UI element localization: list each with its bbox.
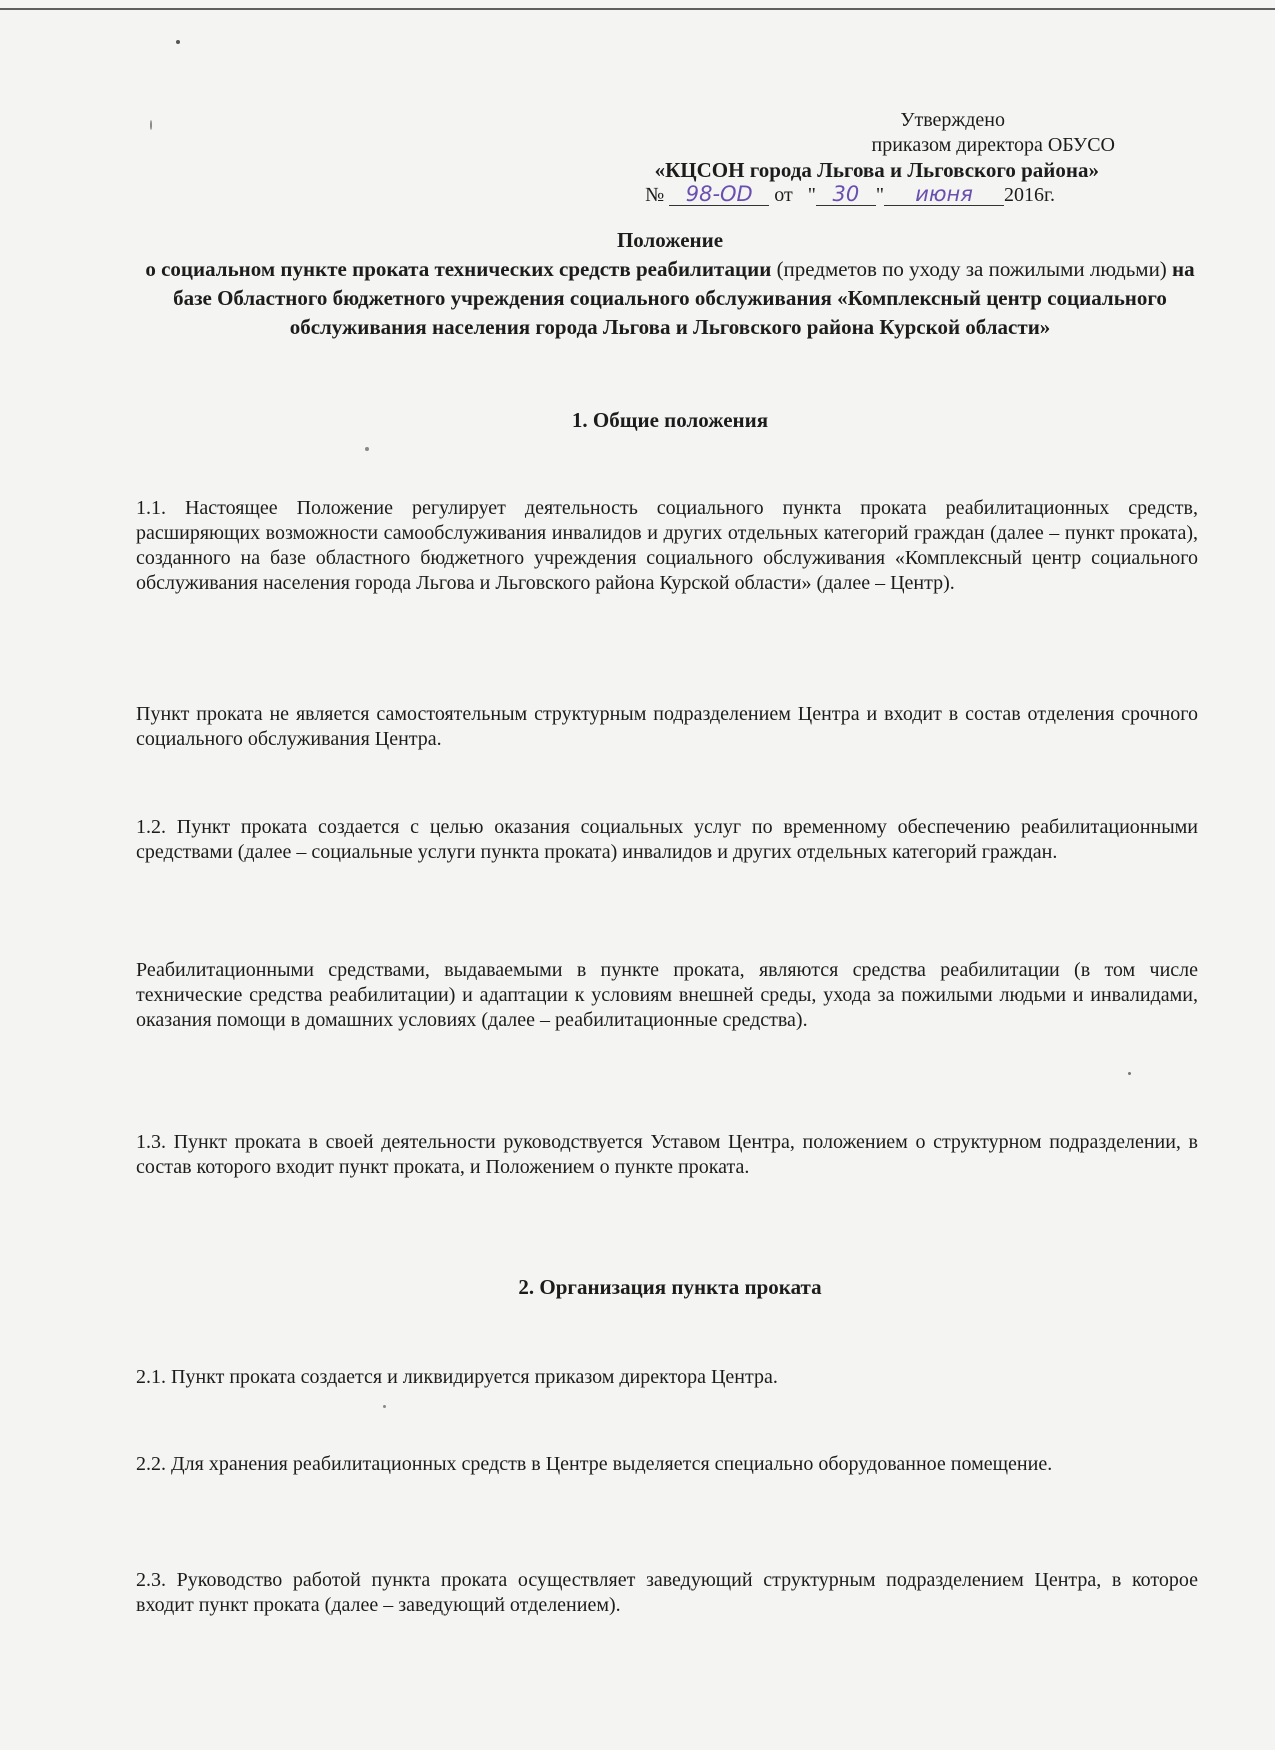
document-subtitle <box>140 255 1200 342</box>
order-number-prefix: № <box>645 184 665 206</box>
scan-speck <box>150 120 152 130</box>
subtitle-normal-part: (предметов по уходу за пожилыми людьми) <box>771 257 1173 281</box>
order-date-from-label: от <box>774 184 793 206</box>
scan-speck <box>1128 1072 1131 1075</box>
approval-block <box>645 108 1115 208</box>
order-day-handwritten: 30 <box>816 183 876 206</box>
section-1-heading: 1. Общие положения <box>571 408 769 432</box>
paragraph-1-2: 1.2. Пункт проката создается с целью оказания социальных услуг по временному обеспечению реабилитационными средствами (далее – социальные услуги пункта проката) инвалидов и других отдельных категорий граждан. <box>136 816 1198 863</box>
paragraph-2-3: 2.3. Руководство работой пункта проката осуществляет заведующий структурным подразделением Центра, в которое входит пункт проката (далее – заведующий отделением). <box>136 1569 1198 1616</box>
section-2-heading: 2. Организация пункта проката <box>518 1275 822 1299</box>
document-title: Положение <box>616 228 724 252</box>
scan-edge-line <box>0 8 1275 10</box>
paragraph-1-1-b: Пункт проката не является самостоятельным структурным подразделением Центра и входит в состав отделения срочного социального обслуживания Центра. <box>136 703 1198 750</box>
approval-organization: «КЦСОН города Льгова и Льговского района» <box>654 158 1099 182</box>
document-title-block <box>140 226 1200 342</box>
subtitle-bold-part: о социальном пункте проката технических средств реабилитации <box>145 257 772 281</box>
scan-speck <box>365 447 369 451</box>
order-number-handwritten: 98-OD <box>669 183 769 206</box>
order-month-handwritten: июня <box>884 183 1004 206</box>
scan-speck <box>383 1405 386 1408</box>
paragraph-1-3: 1.3. Пункт проката в своей деятельности руководствуется Уставом Центра, положением о структурном подразделении, в состав которого входит пункт проката, и Положением о пункте проката. <box>136 1131 1198 1178</box>
approval-order-by: приказом директора ОБУСО <box>871 134 1115 156</box>
paragraph-1-2-b: Реабилитационными средствами, выдаваемыми в пункте проката, являются средства реабилитации (в том числе технические средства реабилитации) и адаптации к условиям внешней среды, ухода за пожилыми людьми и инвалидами, оказания помощи в домашних условиях (далее – реабилитационные средства). <box>136 959 1198 1031</box>
scan-speck <box>176 40 180 44</box>
approval-order-number-line: № 98-OD от " 30 " июня 2016г. <box>645 182 1055 206</box>
paragraph-1-1: 1.1. Настоящее Положение регулирует деятельность социального пункта проката реабилитационных средств, расширяющих возможности самообслуживания инвалидов и других отдельных категорий граждан (далее – пункт проката), созданного на базе областного бюджетного учреждения социального обслуживания «Комплексный центр социального обслуживания населения города Льгова и Льговского района Курской области» (далее – Центр). <box>136 497 1198 594</box>
paragraph-2-1: 2.1. Пункт проката создается и ликвидируется приказом директора Центра. <box>136 1366 778 1388</box>
paragraph-2-2: 2.2. Для хранения реабилитационных средств в Центре выделяется специально оборудованное помещение. <box>136 1453 1053 1475</box>
approval-approved: Утверждено <box>900 109 1005 131</box>
order-year: 2016г. <box>1004 184 1055 206</box>
subtitle-institution: на базе Областного бюджетного учреждения социального обслуживания «Комплексный центр социального обслуживания населения города Льгова и Льговского района Курской области» <box>173 257 1195 339</box>
